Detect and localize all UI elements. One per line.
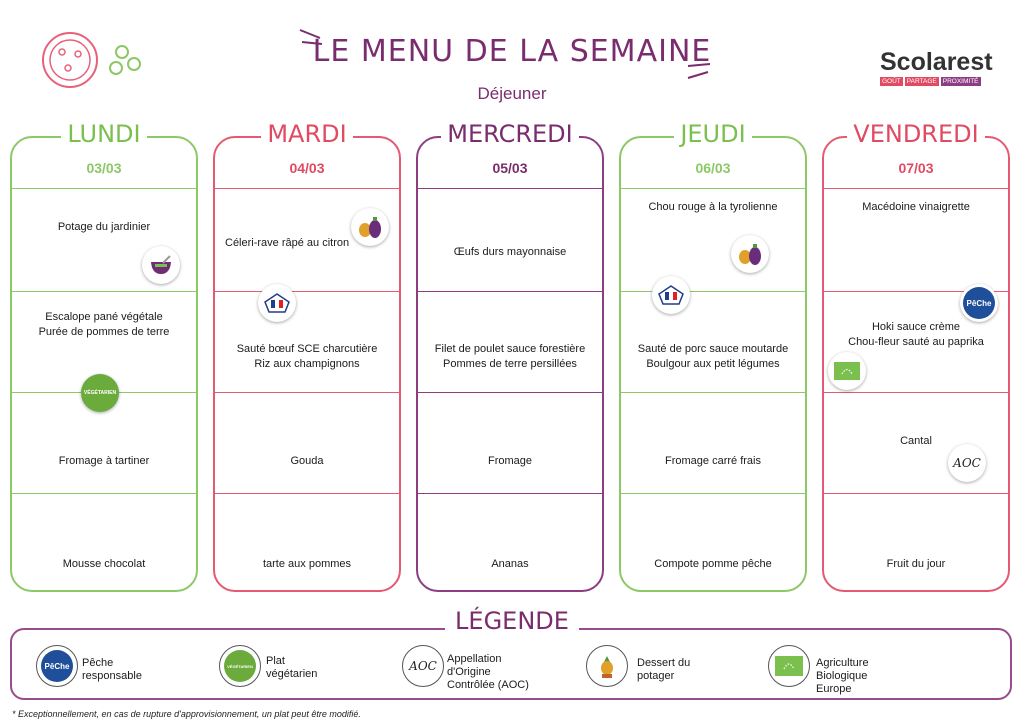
day-date: 07/03 [898, 160, 934, 176]
legend-vegetarien-label: VÉGÉTARIEN [224, 650, 256, 682]
dish-entree: Macédoine vinaigrette [862, 201, 970, 213]
legend-line: Pêche [82, 657, 114, 669]
legend-dessert-potager-text [637, 657, 690, 683]
dish-dessert: Mousse chocolat [62, 558, 146, 570]
day-name: MARDI [261, 120, 352, 148]
dish-dessert: Compote pomme pêche [654, 558, 772, 570]
legend-vegetarien-icon [219, 645, 261, 687]
logo-tag-proximite: PROXIMITÉ [942, 78, 979, 85]
day-card-jeudi [619, 120, 807, 592]
dish-dessert: Fruit du jour [886, 558, 946, 570]
vegetarien-badge-icon [81, 374, 119, 412]
legend-line: Biologique [816, 670, 868, 682]
dish-entree: Céleri-rave râpé au citron [225, 237, 350, 249]
dessert-potager-badge-icon [142, 246, 180, 284]
le-porc-francais-badge-icon [652, 276, 690, 314]
dish-fromage: Fromage à tartiner [58, 455, 150, 467]
row-divider [824, 392, 1008, 393]
dish-fromage: Fromage [487, 455, 533, 467]
dish-entree: Potage du jardinier [57, 221, 151, 233]
day-name: LUNDI [61, 120, 146, 148]
dish-accompagnement: Boulgour aux petit légumes [646, 358, 780, 370]
legend-line: Appellation [447, 653, 502, 665]
dish-plat: Sauté de porc sauce moutarde [637, 343, 789, 355]
vegetarien-badge-label: VÉGÉTARIEN [83, 390, 117, 396]
dish-dessert: tarte aux pommes [262, 558, 352, 570]
legend-aoc-text [447, 653, 529, 692]
legend-peche-icon [36, 645, 78, 687]
day-date: 05/03 [492, 160, 528, 176]
legend-peche-text [82, 657, 142, 683]
dish-accompagnement: Chou-fleur sauté au paprika [848, 336, 984, 348]
legend-line: d'Origine [447, 666, 491, 678]
scolarest-logo [880, 48, 1010, 96]
day-date: 06/03 [695, 160, 731, 176]
dish-fromage: Gouda [290, 455, 324, 467]
dish-plat: Hoki sauce crème [871, 321, 961, 333]
row-divider [12, 188, 196, 189]
viande-bovine-francaise-badge-icon [258, 284, 296, 322]
row-divider [824, 493, 1008, 494]
logo-tagline [880, 77, 1010, 86]
dish-plat: Escalope pané végétale [45, 311, 163, 323]
row-divider [418, 392, 602, 393]
row-divider [621, 493, 805, 494]
legend-line: Plat [266, 655, 285, 667]
legend-line: responsable [82, 670, 142, 682]
dish-entree: Œufs durs mayonnaise [453, 246, 567, 258]
row-divider [621, 291, 805, 292]
dessert-potager-badge-icon [351, 208, 389, 246]
dish-accompagnement: Riz aux champignons [254, 358, 360, 370]
day-date: 04/03 [289, 160, 325, 176]
legend-line: Dessert du [637, 657, 691, 669]
legend-line: Contrôlée (AOC) [447, 679, 529, 691]
row-divider [418, 291, 602, 292]
day-name: VENDREDI [847, 120, 984, 148]
dish-entree: Chou rouge à la tyrolienne [648, 201, 778, 213]
aoc-badge-label: AOC [953, 456, 981, 470]
day-card-mercredi [416, 120, 604, 592]
row-divider [824, 188, 1008, 189]
dish-accompagnement: Purée de pommes de terre [38, 326, 170, 338]
legend-vegetarien-text [266, 655, 317, 681]
row-divider [418, 188, 602, 189]
legend-aoc-label: AOC [409, 659, 437, 673]
footnote: * Exceptionnellement, en cas de rupture d'approvisionnement, un plat peut être modifié. [12, 709, 361, 719]
dish-accompagnement: Pommes de terre persillées [443, 358, 577, 370]
row-divider [12, 493, 196, 494]
dish-plat: Filet de poulet sauce forestière [434, 343, 586, 355]
legend-line: Agriculture [816, 657, 869, 669]
dish-fromage: Cantal [900, 435, 932, 447]
day-name: JEUDI [674, 120, 751, 148]
page-title: LE MENU DE LA SEMAINE [312, 34, 712, 69]
legend-aoc-icon [402, 645, 444, 687]
day-name: MERCREDI [441, 120, 579, 148]
day-card-lundi [10, 120, 198, 592]
dish-dessert: Ananas [491, 558, 529, 570]
logo-wordmark: Scolarest [880, 48, 993, 76]
dish-fromage: Fromage carré frais [665, 455, 761, 467]
logo-tag-partage: PARTAGE [906, 78, 937, 85]
legend-line: végétarien [266, 668, 318, 680]
day-card-mardi [213, 120, 401, 592]
row-divider [215, 291, 399, 292]
row-divider [215, 493, 399, 494]
dessert-potager-badge-icon [731, 235, 769, 273]
row-divider [621, 188, 805, 189]
legend-line: potager [637, 670, 675, 682]
legend-dessert-potager-icon [586, 645, 628, 687]
peche-badge-label: PêChe [963, 287, 995, 319]
legend-title: LÉGENDE [445, 607, 579, 635]
bio-europe-badge-icon [828, 352, 866, 390]
legend-peche-label: PêChe [41, 650, 73, 682]
logo-tag-gout: GOÛT [882, 78, 901, 85]
day-date: 03/03 [86, 160, 122, 176]
aoc-badge-icon [948, 444, 986, 482]
row-divider [215, 188, 399, 189]
page-subtitle: Déjeuner [477, 84, 547, 103]
row-divider [621, 392, 805, 393]
legend-bio-europe-text [816, 657, 869, 696]
legend-bio-europe-icon [768, 645, 810, 687]
row-divider [12, 291, 196, 292]
dish-plat: Sauté bœuf SCE charcutière [236, 343, 378, 355]
legend-line: Europe [816, 683, 852, 695]
day-card-vendredi [822, 120, 1010, 592]
row-divider [418, 493, 602, 494]
peche-responsable-badge-icon [960, 284, 998, 322]
row-divider [215, 392, 399, 393]
